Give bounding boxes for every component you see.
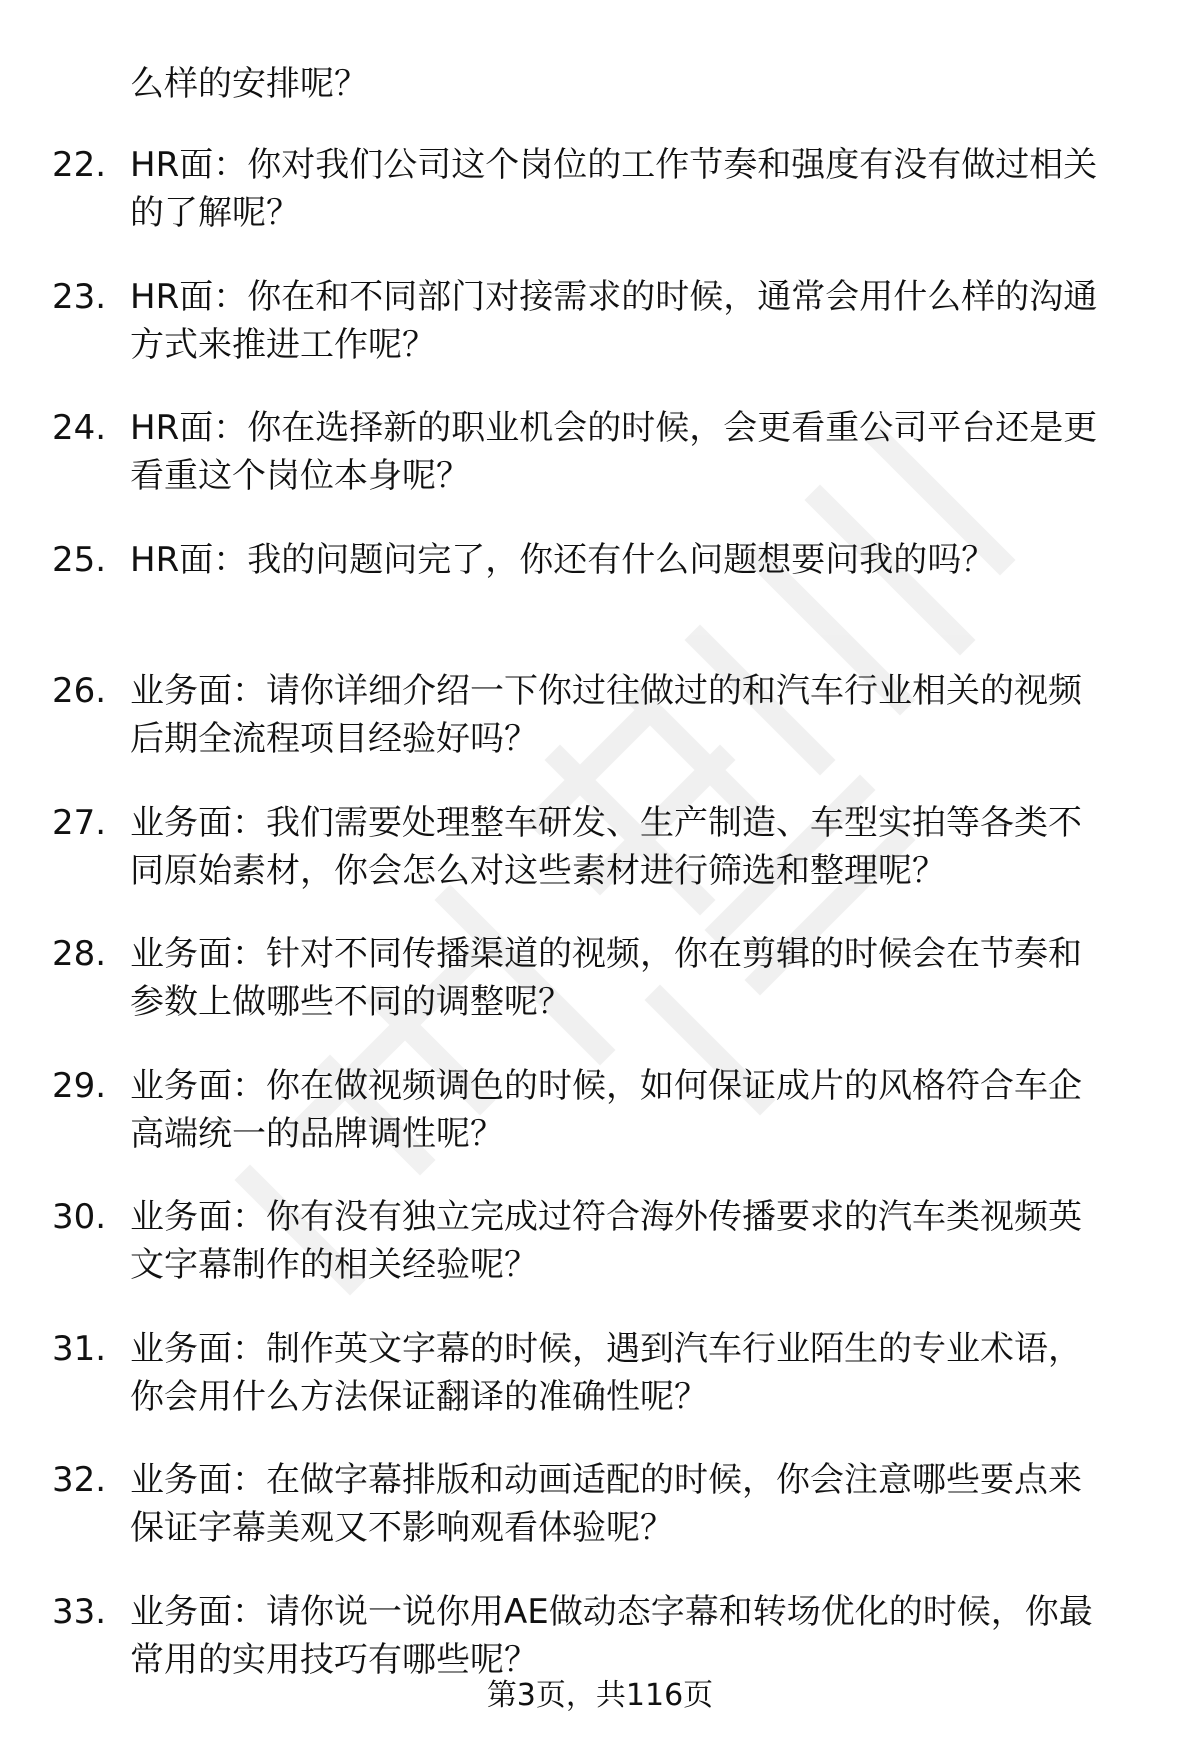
list-item bbox=[0, 1325, 1200, 1457]
question-text-line: 业务面：请你说一说你用AE做动态字幕和转场优化的时候，你最 bbox=[130, 1591, 1093, 1632]
question-text-line: 保证字幕美观又不影响观看体验呢？ bbox=[130, 1508, 674, 1548]
question-text bbox=[130, 1588, 1160, 1684]
question-text-line: 业务面：制作英文字幕的时候，遇到汽车行业陌生的专业术语， bbox=[130, 1328, 1082, 1369]
question-text-line: 后期全流程项目经验好吗？ bbox=[130, 719, 538, 759]
question-number: 25. bbox=[52, 539, 107, 580]
list-item bbox=[0, 1456, 1200, 1588]
question-text-line: 参数上做哪些不同的调整呢？ bbox=[130, 982, 572, 1022]
question-text bbox=[130, 1325, 1160, 1421]
question-list bbox=[0, 141, 1200, 1719]
list-item bbox=[0, 273, 1200, 405]
continuation-text: 么样的安排呢？ bbox=[130, 64, 368, 104]
question-number: 27. bbox=[52, 802, 107, 843]
question-number: 29. bbox=[52, 1065, 107, 1106]
question-number: 22. bbox=[52, 145, 107, 185]
list-item bbox=[0, 141, 1200, 273]
list-item bbox=[0, 930, 1200, 1062]
question-number: 30. bbox=[52, 1197, 107, 1237]
list-item bbox=[0, 404, 1200, 536]
question-text-line: 业务面：请你详细介绍一下你过往做过的和汽车行业相关的视频 bbox=[130, 671, 1082, 711]
question-text bbox=[130, 404, 1160, 500]
question-text-line: HR面：我的问题问完了，你还有什么问题想要问我的吗？ bbox=[130, 539, 996, 580]
question-text-line: 业务面：在做字幕排版和动画适配的时候，你会注意哪些要点来 bbox=[130, 1460, 1082, 1500]
question-number: 33. bbox=[52, 1591, 107, 1632]
question-text-line: 业务面：针对不同传播渠道的视频，你在剪辑的时候会在节奏和 bbox=[130, 934, 1082, 974]
question-number: 31. bbox=[52, 1328, 107, 1369]
question-text-line: HR面：你在选择新的职业机会的时候，会更看重公司平台还是更 bbox=[130, 408, 1098, 448]
question-number: 26. bbox=[52, 671, 107, 711]
question-text-line: HR面：你对我们公司这个岗位的工作节奏和强度有没有做过相关 bbox=[130, 145, 1098, 185]
question-text-line: 业务面：你有没有独立完成过符合海外传播要求的汽车类视频英 bbox=[130, 1197, 1082, 1237]
question-text-line: 常用的实用技巧有哪些呢？ bbox=[130, 1639, 538, 1680]
question-number: 32. bbox=[52, 1460, 107, 1500]
question-text bbox=[130, 1456, 1160, 1552]
question-text-line: 文字幕制作的相关经验呢？ bbox=[130, 1245, 538, 1285]
question-text bbox=[130, 1062, 1160, 1158]
question-text-line: 高端统一的品牌调性呢？ bbox=[130, 1113, 504, 1154]
question-text bbox=[130, 667, 1160, 763]
list-item bbox=[0, 667, 1200, 799]
page-footer: 第3页，共116页 bbox=[486, 1678, 714, 1713]
question-text bbox=[130, 141, 1160, 237]
question-text-line: 的了解呢？ bbox=[130, 193, 300, 233]
question-text bbox=[130, 273, 1160, 369]
question-text-line: 业务面：你在做视频调色的时候，如何保证成片的风格符合车企 bbox=[130, 1065, 1082, 1106]
question-text-line: 同原始素材，你会怎么对这些素材进行筛选和整理呢？ bbox=[130, 850, 946, 891]
list-item bbox=[0, 1062, 1200, 1194]
question-text bbox=[130, 930, 1160, 1026]
question-number: 24. bbox=[52, 408, 107, 448]
question-text bbox=[130, 1193, 1160, 1289]
question-text-line: HR面：你在和不同部门对接需求的时候，通常会用什么样的沟通 bbox=[130, 276, 1098, 317]
question-text-line: 看重这个岗位本身呢？ bbox=[130, 456, 470, 496]
list-item bbox=[0, 799, 1200, 931]
question-text-line: 你会用什么方法保证翻译的准确性呢？ bbox=[130, 1376, 708, 1417]
question-text-line: 业务面：我们需要处理整车研发、生产制造、车型实拍等各类不 bbox=[130, 802, 1082, 843]
question-text bbox=[130, 536, 1160, 584]
question-number: 28. bbox=[52, 934, 107, 974]
question-number: 23. bbox=[52, 276, 107, 317]
question-text bbox=[130, 799, 1160, 895]
list-item bbox=[0, 1193, 1200, 1325]
list-item bbox=[0, 536, 1200, 668]
question-text-line: 方式来推进工作呢？ bbox=[130, 324, 436, 365]
